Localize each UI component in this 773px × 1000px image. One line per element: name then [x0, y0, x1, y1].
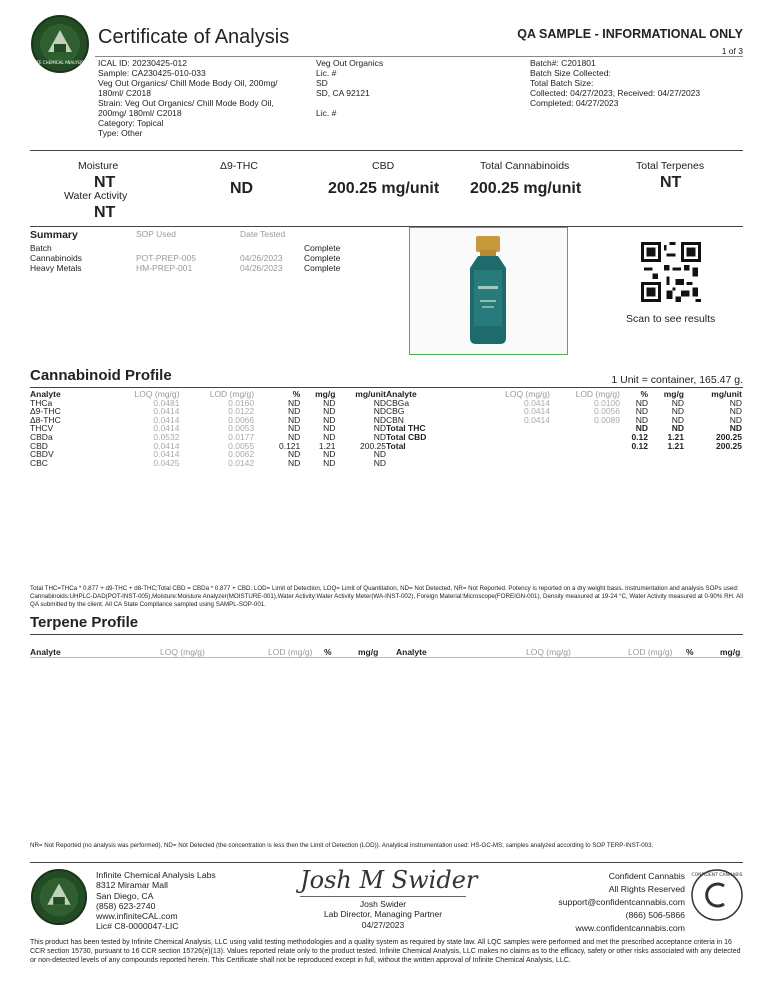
footer-cc-info [558, 870, 685, 935]
terp-col-percent-2: % [686, 647, 694, 657]
lod-cell: 0.0089 [594, 414, 620, 425]
col-lod: LOD (mg/g) [575, 389, 620, 399]
table-row [30, 459, 386, 468]
terp-col-loq: LOQ (mg/g) [160, 647, 205, 657]
loq-cell: 0.0414 [153, 406, 180, 417]
loq-cell: 0.0481 [153, 397, 180, 408]
total-terpenes-label: Total Terpenes [636, 160, 705, 172]
col-percent: % [292, 389, 301, 399]
cannabinoid-table-right [386, 390, 742, 450]
moisture-label: Moisture [78, 160, 119, 172]
lod-cell: 0.0066 [228, 414, 255, 425]
summary-row-sop [136, 243, 196, 253]
sample-info-line: Strain: Veg Out Organics/ Chill Mode Body Oil, [98, 98, 274, 108]
mgg-cell: ND [671, 414, 684, 425]
table-row [386, 442, 742, 451]
signer-title: Lab Director, Managing Partner [323, 909, 443, 919]
mgunit-cell: ND [729, 414, 742, 425]
summary-title: Summary [30, 229, 78, 241]
batch-info-line: Completed: 04/27/2023 [530, 98, 619, 108]
mgg-cell: ND [671, 423, 684, 434]
terp-col-mgg: mg/g [358, 647, 379, 657]
client-info-line: SD, CA 92121 [316, 88, 370, 98]
percent-cell: ND [287, 431, 301, 442]
table-row [386, 399, 742, 408]
col-analyte: Analyte [386, 389, 417, 399]
mgg-cell: ND [323, 406, 336, 417]
analyte-cell: CBD [30, 440, 48, 451]
sample-info-line: 200mg/ 180ml/ C2018 [98, 108, 182, 118]
footer-lab-line: (858) 623-2740 [96, 900, 156, 911]
mgunit-cell: ND [729, 406, 742, 417]
cannabinoid-title: Cannabinoid Profile [30, 367, 172, 384]
mgg-cell: 1.21 [667, 440, 684, 451]
mgg-cell: 1.21 [318, 440, 336, 451]
disclaimer: This product has been tested by Infinite Chemical Analysis, LLC using valid testing methodologies and a quality system as required by state law. All LQC samples were performed and met the prescribed acceptance criteria in 16 CCR section 15730, pursuant to 16 CCR section 15726(e)(13). Values reported relate only to the product tested. Infinite Chemical Analysis, LLC makes no claims as to the efficacy, safety or other risks associated with any detected or non-detected levels of any compounds reported herein. This Certificate shall not be reproduced except in full, without the written approval of Infinite Chemical Analysis, LLC. [30, 939, 741, 964]
mgunit-cell: ND [373, 449, 386, 460]
loq-cell: 0.0414 [524, 406, 550, 417]
mgg-cell: ND [671, 406, 684, 417]
lod-cell: 0.0100 [594, 397, 620, 408]
loq-cell [446, 424, 550, 433]
client-info-line: SD [316, 78, 328, 88]
mgg-cell: ND [671, 397, 684, 408]
sample-info-line: Type: Other [98, 128, 143, 138]
mgunit-cell: ND [373, 423, 386, 434]
thc-label: Δ9-THC [220, 160, 258, 172]
terp-col-analyte-2: Analyte [396, 647, 427, 657]
moisture-value: NT [94, 174, 116, 191]
analyte-cell: CBC [30, 457, 48, 468]
summary-row-date: 04/26/2023 [240, 253, 283, 263]
sample-info-line: ICAL ID: 20230425-012 [98, 58, 187, 68]
mgg-cell: ND [323, 423, 336, 434]
footer-cc-line: (866) 506-5866 [625, 910, 685, 920]
qa-badge: QA SAMPLE - INFORMATIONAL ONLY [517, 27, 743, 41]
water-activity-label: Water Activity [64, 190, 128, 202]
col-loq: LOQ (mg/g) [505, 389, 550, 399]
summary-row-sop: HM-PREP-001 [136, 263, 193, 273]
summary-row-date: 04/26/2023 [240, 263, 283, 273]
percent-cell: ND [287, 397, 301, 408]
footer-cc-line[interactable]: www.confidentcannabis.com [575, 923, 685, 933]
summary-row-sops [136, 243, 196, 273]
terp-col-lod: LOD (mg/g) [268, 647, 313, 657]
terp-col-mgg-2: mg/g [720, 647, 741, 657]
mgunit-cell: ND [373, 414, 386, 425]
col-lod: LOD (mg/g) [209, 389, 255, 399]
lod-cell: 0.0122 [228, 406, 255, 417]
qr-caption: Scan to see results [626, 313, 716, 325]
footer-cc-line: All Rights Reserved [608, 884, 685, 894]
terpene-title: Terpene Profile [30, 614, 139, 631]
lod-cell: 0.0053 [228, 423, 255, 434]
summary-row-status: Complete [304, 253, 341, 263]
signature: Josh M Swider [300, 866, 478, 894]
col-mgunit: mg/unit [711, 389, 742, 399]
svg-text:CONFIDENT CANNABIS: CONFIDENT CANNABIS [691, 873, 743, 878]
cannabinoid-footnote: Total THC=THCa * 0.877 + d9-THC + d8-THC;Total CBD = CBDa * 0.877 + CBD. LOD= Limit of Detection, LOQ= Limit of Quantitation, ND= Not Detected, NR= Not Reported. Potency is reported on a dry weight basis. Instrumentation and analysis SOPs used: Cannabinoids:UHPLC-DAD(POT-INST-005),Moisture:Moisture Analyzer(MOISTURE-001),Water Activity:Water Activity Meter(WA-INST-002), Foreign Material:Microscope(FOREIGN-001), Density measured at 19-24 °C, Water Activity measured at 0-90% RH. All QA submitted by the client. All CA State Compliance sampled using SAMPL-SOP-001. [30, 585, 743, 608]
summary-row-statuses [304, 243, 340, 273]
mgunit-cell: ND [729, 397, 742, 408]
percent-cell: ND [287, 414, 301, 425]
sample-info-line: Veg Out Organics/ Chill Mode Body Oil, 200mg/ [98, 78, 278, 88]
percent-cell: ND [635, 414, 648, 425]
mgunit-cell: ND [373, 406, 386, 417]
loq-cell [446, 433, 550, 442]
mgunit-cell: ND [373, 431, 386, 442]
col-analyte: Analyte [30, 389, 61, 399]
cbd-value: 200.25 mg/unit [328, 180, 440, 197]
batch-info-line: Batch#: C201801 [530, 58, 596, 68]
mgg-cell: ND [323, 397, 336, 408]
water-activity-value: NT [94, 204, 116, 221]
lod-cell [550, 433, 620, 442]
analyte-cell: Total [386, 440, 406, 451]
summary-row-dates [240, 243, 283, 273]
summary-row-status: Complete [304, 263, 341, 273]
table-row [386, 424, 742, 433]
footer-cc-line[interactable]: support@confidentcannabis.com [558, 897, 685, 907]
footer-lab-logo-seal [30, 868, 88, 931]
analyte-cell: THCa [30, 397, 53, 408]
footer-lab-line: San Diego, CA [96, 890, 154, 901]
summary-row-date [240, 243, 283, 253]
mgg-cell: ND [323, 449, 336, 460]
client-info-line: Lic. # [316, 68, 337, 78]
unit-note: 1 Unit = container, 165.47 g. [611, 374, 743, 386]
total-cannabinoids-value: 200.25 mg/unit [470, 180, 582, 197]
total-cannabinoids-label: Total Cannabinoids [480, 160, 570, 172]
client-info-line: Veg Out Organics [316, 58, 384, 68]
percent-cell: ND [635, 397, 648, 408]
lod-cell: 0.0177 [228, 431, 255, 442]
product-image [409, 227, 568, 355]
lod-cell: 0.0056 [594, 406, 620, 417]
mgunit-cell: 200.25 [716, 440, 742, 451]
table-row [386, 407, 742, 416]
footer-lab-line: Infinite Chemical Analysis Labs [96, 870, 216, 880]
summary-row-name: Batch [30, 243, 52, 253]
cannabinoid-table-left [30, 390, 386, 467]
mgunit-cell: ND [373, 457, 386, 468]
terp-col-lod-2: LOD (mg/g) [628, 647, 673, 657]
footer-cc-line: Confident Cannabis [608, 871, 685, 881]
client-info [316, 58, 476, 118]
footer-lab-info [96, 870, 216, 932]
lod-cell: 0.0055 [228, 440, 255, 451]
analyte-cell: CBN [386, 414, 404, 425]
analyte-cell: CBGa [386, 397, 410, 408]
sample-info-line: Sample: CA230425-010-033 [98, 68, 206, 78]
table-row [386, 433, 742, 442]
summary-row-name: Heavy Metals [30, 263, 82, 273]
lod-cell: 0.0062 [228, 449, 255, 460]
terp-col-analyte: Analyte [30, 647, 61, 657]
cbd-label: CBD [372, 160, 395, 172]
mgunit-cell: 200.25 [360, 440, 386, 451]
sop-header: SOP Used [136, 229, 177, 239]
batch-info-line: Total Batch Size: [530, 78, 594, 88]
loq-cell: 0.0414 [153, 440, 180, 451]
footer-lab-line: 8312 Miramar Mall [96, 880, 168, 891]
loq-cell: 0.0414 [153, 449, 180, 460]
date-tested-header: Date Tested [240, 229, 286, 239]
lab-logo-seal [24, 14, 96, 79]
summary-row-name: Cannabinoids [30, 253, 82, 263]
loq-cell: 0.0414 [153, 423, 180, 434]
batch-info-line: Collected: 04/27/2023; Received: 04/27/2023 [530, 88, 701, 98]
mgg-cell: 1.21 [667, 431, 684, 442]
col-mgg: mg/g [315, 389, 336, 399]
lod-cell [550, 424, 620, 433]
batch-info [530, 58, 745, 108]
col-mgunit: mg/unit [355, 389, 386, 399]
percent-cell: ND [287, 406, 301, 417]
qr-code-icon[interactable] [641, 242, 701, 307]
lod-cell [550, 442, 620, 451]
col-percent: % [640, 389, 648, 399]
percent-cell: 0.12 [631, 431, 648, 442]
page-title: Certificate of Analysis [98, 26, 290, 48]
mgg-cell: ND [323, 431, 336, 442]
loq-cell: 0.0414 [524, 414, 550, 425]
percent-cell: 0.12 [631, 440, 648, 451]
col-mgg: mg/g [663, 389, 684, 399]
sample-info-line: Category: Topical [98, 118, 164, 128]
loq-cell [446, 442, 550, 451]
signer-name: Josh Swider [359, 899, 407, 909]
analyte-cell: Total CBD [386, 431, 427, 442]
total-terpenes-value: NT [660, 174, 682, 191]
terp-col-percent: % [324, 647, 332, 657]
sign-date: 04/27/2023 [361, 920, 405, 930]
bottle-icon [410, 228, 566, 353]
loq-cell: 0.0414 [153, 414, 180, 425]
percent-cell: ND [635, 423, 648, 434]
batch-info-line: Batch Size Collected: [530, 68, 611, 78]
terp-col-loq-2: LOQ (mg/g) [526, 647, 571, 657]
summary-row-status: Complete [304, 243, 341, 253]
analyte-cell: CBG [386, 406, 405, 417]
summary-row-sop: POT-PREP-005 [136, 253, 196, 263]
percent-cell: ND [287, 457, 301, 468]
loq-cell: 0.0414 [524, 397, 550, 408]
analyte-cell: Total THC [386, 423, 426, 434]
confident-cannabis-logo [690, 868, 744, 927]
sample-info-line: 180ml/ C2018 [98, 88, 151, 98]
table-row [386, 416, 742, 425]
svg-text:INFINITE CHEMICAL ANALYSIS LAB: INFINITE CHEMICAL ANALYSIS LABS [24, 60, 96, 65]
percent-cell: 0.121 [278, 440, 301, 451]
page-number: 1 of 3 [721, 46, 743, 56]
mgunit-cell: ND [373, 397, 386, 408]
lod-cell: 0.0160 [228, 397, 255, 408]
percent-cell: ND [287, 449, 301, 460]
mgg-cell: ND [323, 414, 336, 425]
client-lic: Lic. # [316, 108, 337, 118]
col-loq: LOQ (mg/g) [134, 389, 180, 399]
thc-value: ND [230, 180, 254, 197]
mgunit-cell: ND [729, 423, 742, 434]
sample-info [98, 58, 303, 138]
analyte-cell: CBDV [30, 449, 54, 460]
analyte-cell: Δ8-THC [30, 414, 61, 425]
percent-cell: ND [287, 423, 301, 434]
mgunit-cell: 200.25 [716, 431, 742, 442]
footer-lab-line: www.infiniteCAL.com [96, 911, 178, 922]
mgg-cell: ND [323, 457, 336, 468]
analyte-cell: THCV [30, 423, 54, 434]
analyte-cell: Δ9-THC [30, 406, 61, 417]
loq-cell: 0.0425 [153, 457, 180, 468]
percent-cell: ND [635, 406, 648, 417]
footer-lab-line: Lic# C8-0000047-LIC [96, 921, 179, 932]
lod-cell: 0.0142 [228, 457, 255, 468]
terpene-footnote: NR= Not Reported (no analysis was performed), ND= Not Detected (the concentration is less then the Limit of Detection (LOD)). Analytical instrumentation used: HS-GC-MS; samples analyzed according to SOP TERP-INST-003. [30, 842, 654, 849]
loq-cell: 0.0532 [153, 431, 180, 442]
analyte-cell: CBDa [30, 431, 53, 442]
summary-row-names [30, 243, 82, 273]
